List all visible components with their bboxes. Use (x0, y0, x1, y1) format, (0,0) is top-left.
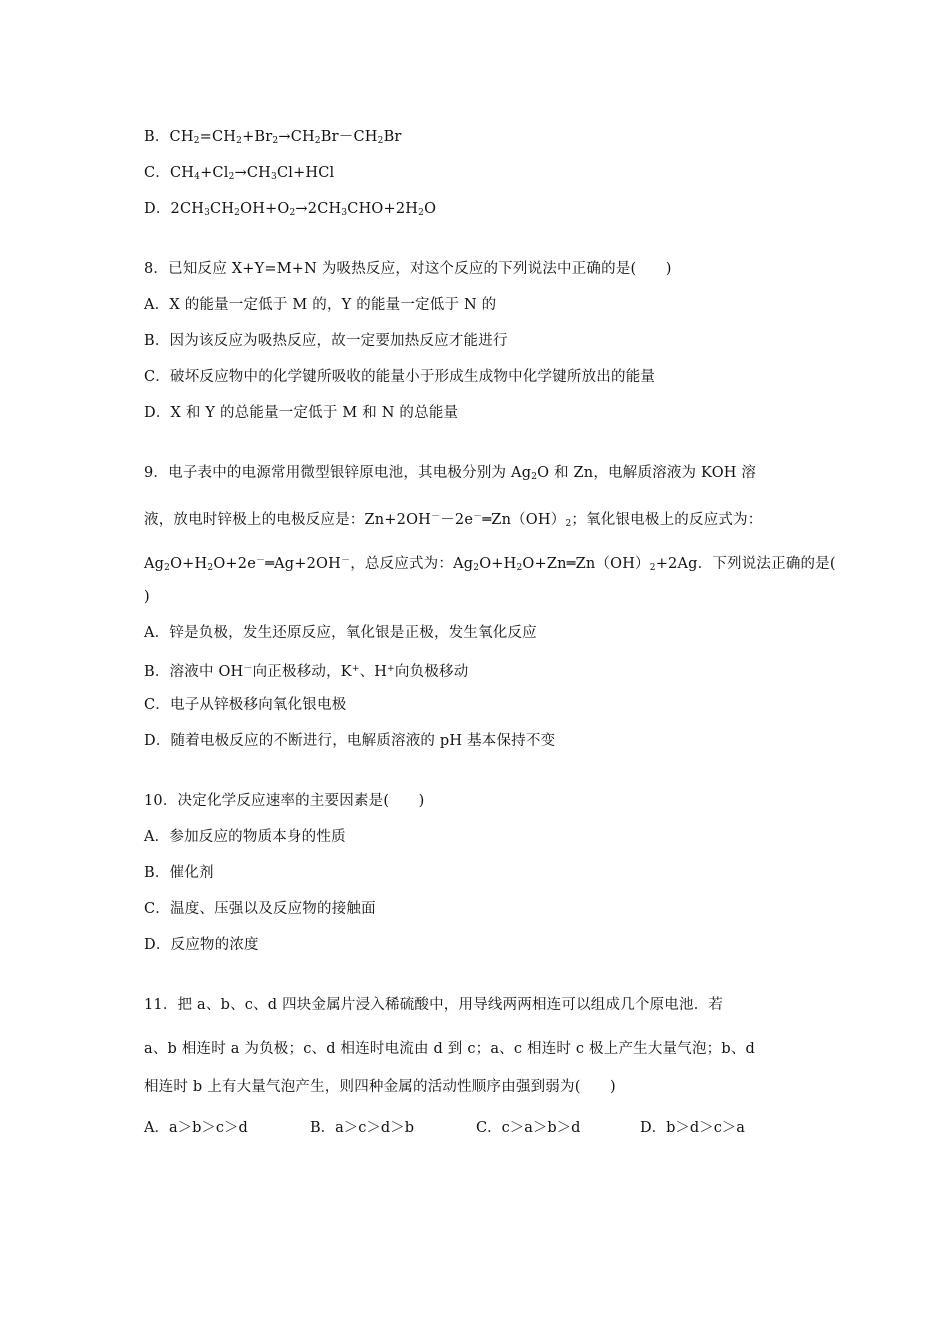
q11-option-d: D．b＞d＞c＞a (640, 1120, 745, 1136)
q9-stem-line-3: $Ag_2O+H_2O+2e^-═Ag+2OH^-$，总反应式为：$Ag_2O+H_2O+Zn═Zn(OH)_2+2Ag$．下列说法正确的是( (144, 556, 836, 573)
q10-option-a: A．参加反应的物质本身的性质 (144, 829, 346, 845)
q11-stem-line-1: 11．把 a、b、c、d 四块金属片浸入稀硫酸中，用导线两两相连可以组成几个原电池．若 (144, 997, 724, 1013)
option-b-prev: B．$CH_2=CH_2+Br_2\to CH_2Br-CH_2Br$ (144, 129, 402, 146)
q8-option-a: A．X 的能量一定低于 M 的，Y 的能量一定低于 N 的 (144, 297, 497, 313)
q11-stem-line-2: a、b 相连时 a 为负极；c、d 相连时电流由 d 到 c；a、c 相连时 c 极上产生大量气泡；b、d (144, 1041, 756, 1057)
q11-stem-line-3: 相连时 b 上有大量气泡产生，则四种金属的活动性顺序由强到弱为( ) (144, 1079, 616, 1095)
q9-stem-line-2: 液，放电时锌极上的电极反应是：$Zn+2OH^--2e^-═Zn(OH)_2$；氧化银电极上的反应式为： (144, 512, 763, 529)
q9-option-c: C．电子从锌极移向氧化银电极 (144, 697, 347, 713)
q9-option-a: A．锌是负极，发生还原反应，氧化银是正极，发生氧化反应 (144, 625, 537, 641)
q9-stem-line-1: 9．电子表中的电源常用微型银锌原电池，其电极分别为 $Ag_2O$ 和 Zn，电解质溶液为 KOH 溶 (144, 465, 757, 482)
q9-stem-line-4: ) (144, 589, 150, 605)
q11-options-row (144, 1116, 804, 1136)
q11-option-a: A．a＞b＞c＞d (144, 1120, 248, 1136)
q10-option-b: B．催化剂 (144, 865, 214, 881)
option-d-prev: D．$2CH_3CH_2OH+O_2\to 2CH_3CHO+2H_2O$ (144, 201, 437, 218)
q8-option-c: C．破坏反应物中的化学键所吸收的能量小于形成生成物中化学键所放出的能量 (144, 369, 656, 385)
q8-option-d: D．X 和 Y 的总能量一定低于 M 和 N 的总能量 (144, 405, 459, 421)
q10-option-c: C．温度、压强以及反应物的接触面 (144, 901, 376, 917)
q10-stem: 10．决定化学反应速率的主要因素是( ) (144, 793, 425, 809)
q8-option-b: B．因为该反应为吸热反应，故一定要加热反应才能进行 (144, 333, 508, 349)
q11-option-b: B．a＞c＞d＞b (310, 1120, 414, 1136)
q11-option-c: C．c＞a＞b＞d (476, 1120, 581, 1136)
q8-stem: 8．已知反应 X+Y=M+N 为吸热反应，对这个反应的下列说法中正确的是( ) (144, 261, 672, 277)
option-c-prev: C．$CH_4+Cl_2\to CH_3Cl+HCl$ (144, 165, 335, 182)
q9-option-d: D．随着电极反应的不断进行，电解质溶液的 pH 基本保持不变 (144, 733, 556, 749)
q10-option-d: D．反应物的浓度 (144, 937, 259, 953)
q9-option-b: B．溶液中 OH－向正极移动，K+、H+向负极移动 (144, 664, 469, 680)
